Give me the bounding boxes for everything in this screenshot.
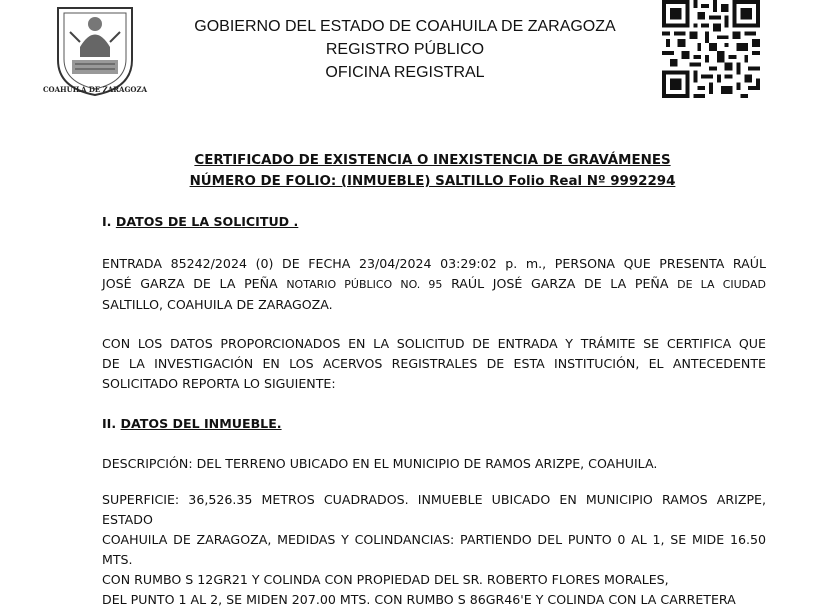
section-2-title: DATOS DEL INMUEBLE.: [120, 416, 282, 431]
section-1-number: I.: [102, 214, 112, 229]
cert-line-2: DE LA INVESTIGACIÓN EN LOS ACERVOS REGISTRALES DE ESTA INSTITUCIÓN, EL ANTECEDENTE: [102, 356, 766, 371]
section-2-heading: [102, 414, 766, 434]
state-seal-logo: [42, 2, 148, 97]
header-government: GOBIERNO DEL ESTADO DE COAHUILA DE ZARAGOZA: [194, 18, 616, 35]
entry-line-3: SALTILLO, COAHUILA DE ZARAGOZA.: [102, 297, 333, 312]
header-registry: REGISTRO PÚBLICO: [325, 41, 485, 58]
seal-legend: COAHUILA DE ZARAGOZA: [42, 85, 148, 94]
request-entry-paragraph: [102, 254, 766, 315]
notary-name: RAÚL JOSÉ GARZA DE LA PEÑA: [451, 276, 669, 291]
certificate-title: [100, 150, 765, 192]
qr-code: [662, 0, 760, 98]
cert-line-3: SOLICITADO REPORTA LO SIGUIENTE:: [102, 376, 336, 391]
presenter-name: JOSÉ GARZA DE LA PEÑA: [102, 276, 278, 291]
city-label: DE LA CIUDAD: [677, 278, 766, 291]
entry-line-1: ENTRADA 85242/2024 (0) DE FECHA 23/04/2024 03:29:02 p. m., PERSONA QUE PRESENTA RAÚL: [102, 256, 766, 271]
surface-line-1: SUPERFICIE: 36,526.35 METROS CUADRADOS. INMUEBLE UBICADO EN MUNICIPIO RAMOS ARIZPE, ESTADO: [102, 492, 766, 527]
surface-line-4: DEL PUNTO 1 AL 2, SE MIDEN 207.00 MTS. CON RUMBO S 86GR46'E Y COLINDA CON LA CARRETERA: [102, 592, 736, 607]
property-description: DESCRIPCIÓN: DEL TERRENO UBICADO EN EL MUNICIPIO DE RAMOS ARIZPE, COAHUILA.: [102, 456, 658, 471]
notary-label: NOTARIO PÚBLICO NO. 95: [286, 278, 443, 291]
section-1-heading: [102, 212, 766, 232]
certification-paragraph: [102, 334, 766, 394]
entry-line-2: [102, 274, 766, 295]
surface-line-2: COAHUILA DE ZARAGOZA, MEDIDAS Y COLINDANCIAS: PARTIENDO DEL PUNTO 0 AL 1, SE MIDE 16.50 MTS.: [102, 532, 766, 567]
title-certificate: CERTIFICADO DE EXISTENCIA O INEXISTENCIA DE GRAVÁMENES: [194, 153, 671, 168]
section-2-number: II.: [102, 416, 117, 431]
surface-line-3: CON RUMBO S 12GR21 Y COLINDA CON PROPIEDAD DEL SR. ROBERTO FLORES MORALES,: [102, 572, 669, 587]
document-header: [150, 15, 660, 84]
header-office: OFICINA REGISTRAL: [325, 64, 485, 81]
title-folio: NÚMERO DE FOLIO: (INMUEBLE) SALTILLO Folio Real Nº 9992294: [189, 174, 676, 189]
surface-paragraph: [102, 490, 766, 610]
cert-line-1: CON LOS DATOS PROPORCIONADOS EN LA SOLICITUD DE ENTRADA Y TRÁMITE SE CERTIFICA QUE: [102, 336, 766, 351]
section-1-title: DATOS DE LA SOLICITUD .: [115, 214, 299, 229]
